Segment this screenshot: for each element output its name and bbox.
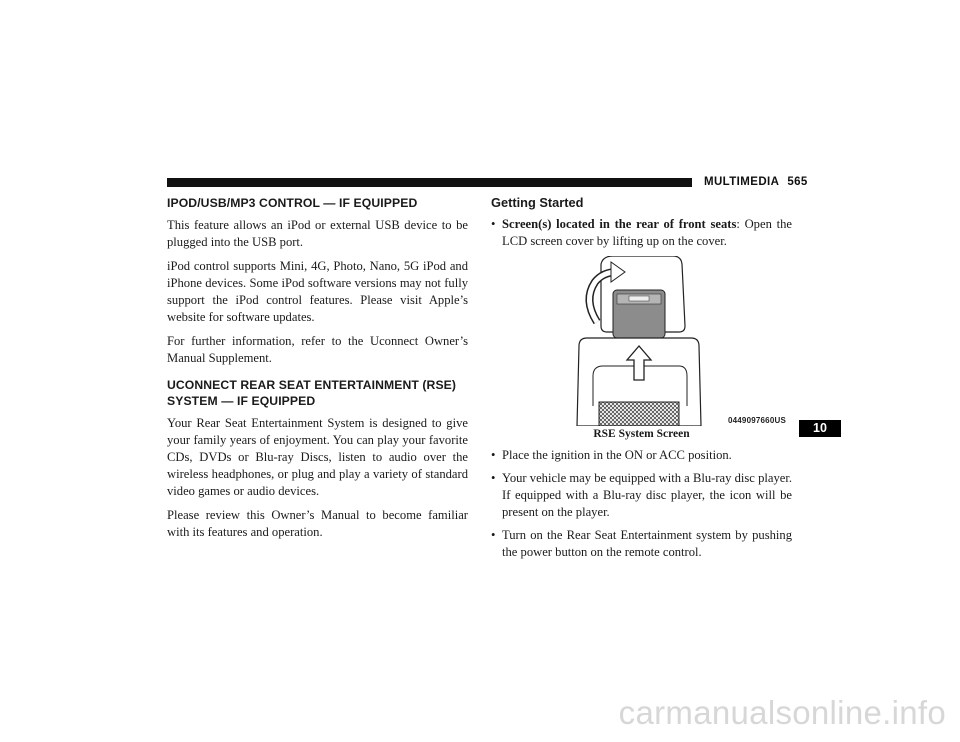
bullet-bold-lead: Screen(s) located in the rear of front seats <box>502 217 737 231</box>
getting-started-heading: Getting Started <box>491 195 584 210</box>
rse-heading: UCONNECT REAR SEAT ENTERTAINMENT (RSE) SYSTEM — IF EQUIPPED <box>167 378 457 408</box>
list-item: • Place the ignition in the ON or ACC position. <box>491 447 792 464</box>
list-item: • Your vehicle may be equipped with a Blu-ray disc player. If equipped with a Blu-ray disc player, the icon will be present on the player. <box>491 470 792 521</box>
right-column <box>491 195 792 567</box>
list-item: • Turn on the Rear Seat Entertainment system by pushing the power button on the remote control. <box>491 527 792 561</box>
paragraph: Please review this Owner’s Manual to become familiar with its features and operation. <box>167 508 468 539</box>
bullet-text: : Open the LCD screen cover by lifting up on the cover. <box>502 217 792 248</box>
paragraph: This feature allows an iPod or external USB device to be plugged into the USB port. <box>167 218 468 249</box>
running-header <box>704 176 808 188</box>
rse-screen-figure <box>491 256 792 426</box>
ipod-usb-heading: IPOD/USB/MP3 CONTROL — IF EQUIPPED <box>167 196 418 210</box>
chapter-tab: 10 <box>799 420 841 437</box>
figure-code: 0449097660US <box>727 416 786 425</box>
list-item <box>491 216 792 250</box>
page-number: 565 <box>787 176 808 188</box>
left-column <box>167 195 468 548</box>
header-rule <box>167 178 692 187</box>
paragraph: For further information, refer to the Uconnect Owner’s Manual Supplement. <box>167 334 468 365</box>
rse-headrest-illustration <box>573 256 713 426</box>
watermark: carmanualsonline.info <box>618 694 946 731</box>
figure-caption: RSE System Screen <box>593 428 690 440</box>
header-section: MULTIMEDIA <box>704 176 780 188</box>
paragraph: Your Rear Seat Entertainment System is designed to give your family years of enjoyment. You can play your favorite CDs, DVDs or Blu-ray Discs, listen to audio over the wireless headphones, or plug and play a variety of standard video games or audio devices. <box>167 416 468 498</box>
paragraph: iPod control supports Mini, 4G, Photo, Nano, 5G iPod and iPhone devices. Some iPod software versions may not fully support the iPod control features. Please visit Apple’s website for software updates. <box>167 259 468 324</box>
